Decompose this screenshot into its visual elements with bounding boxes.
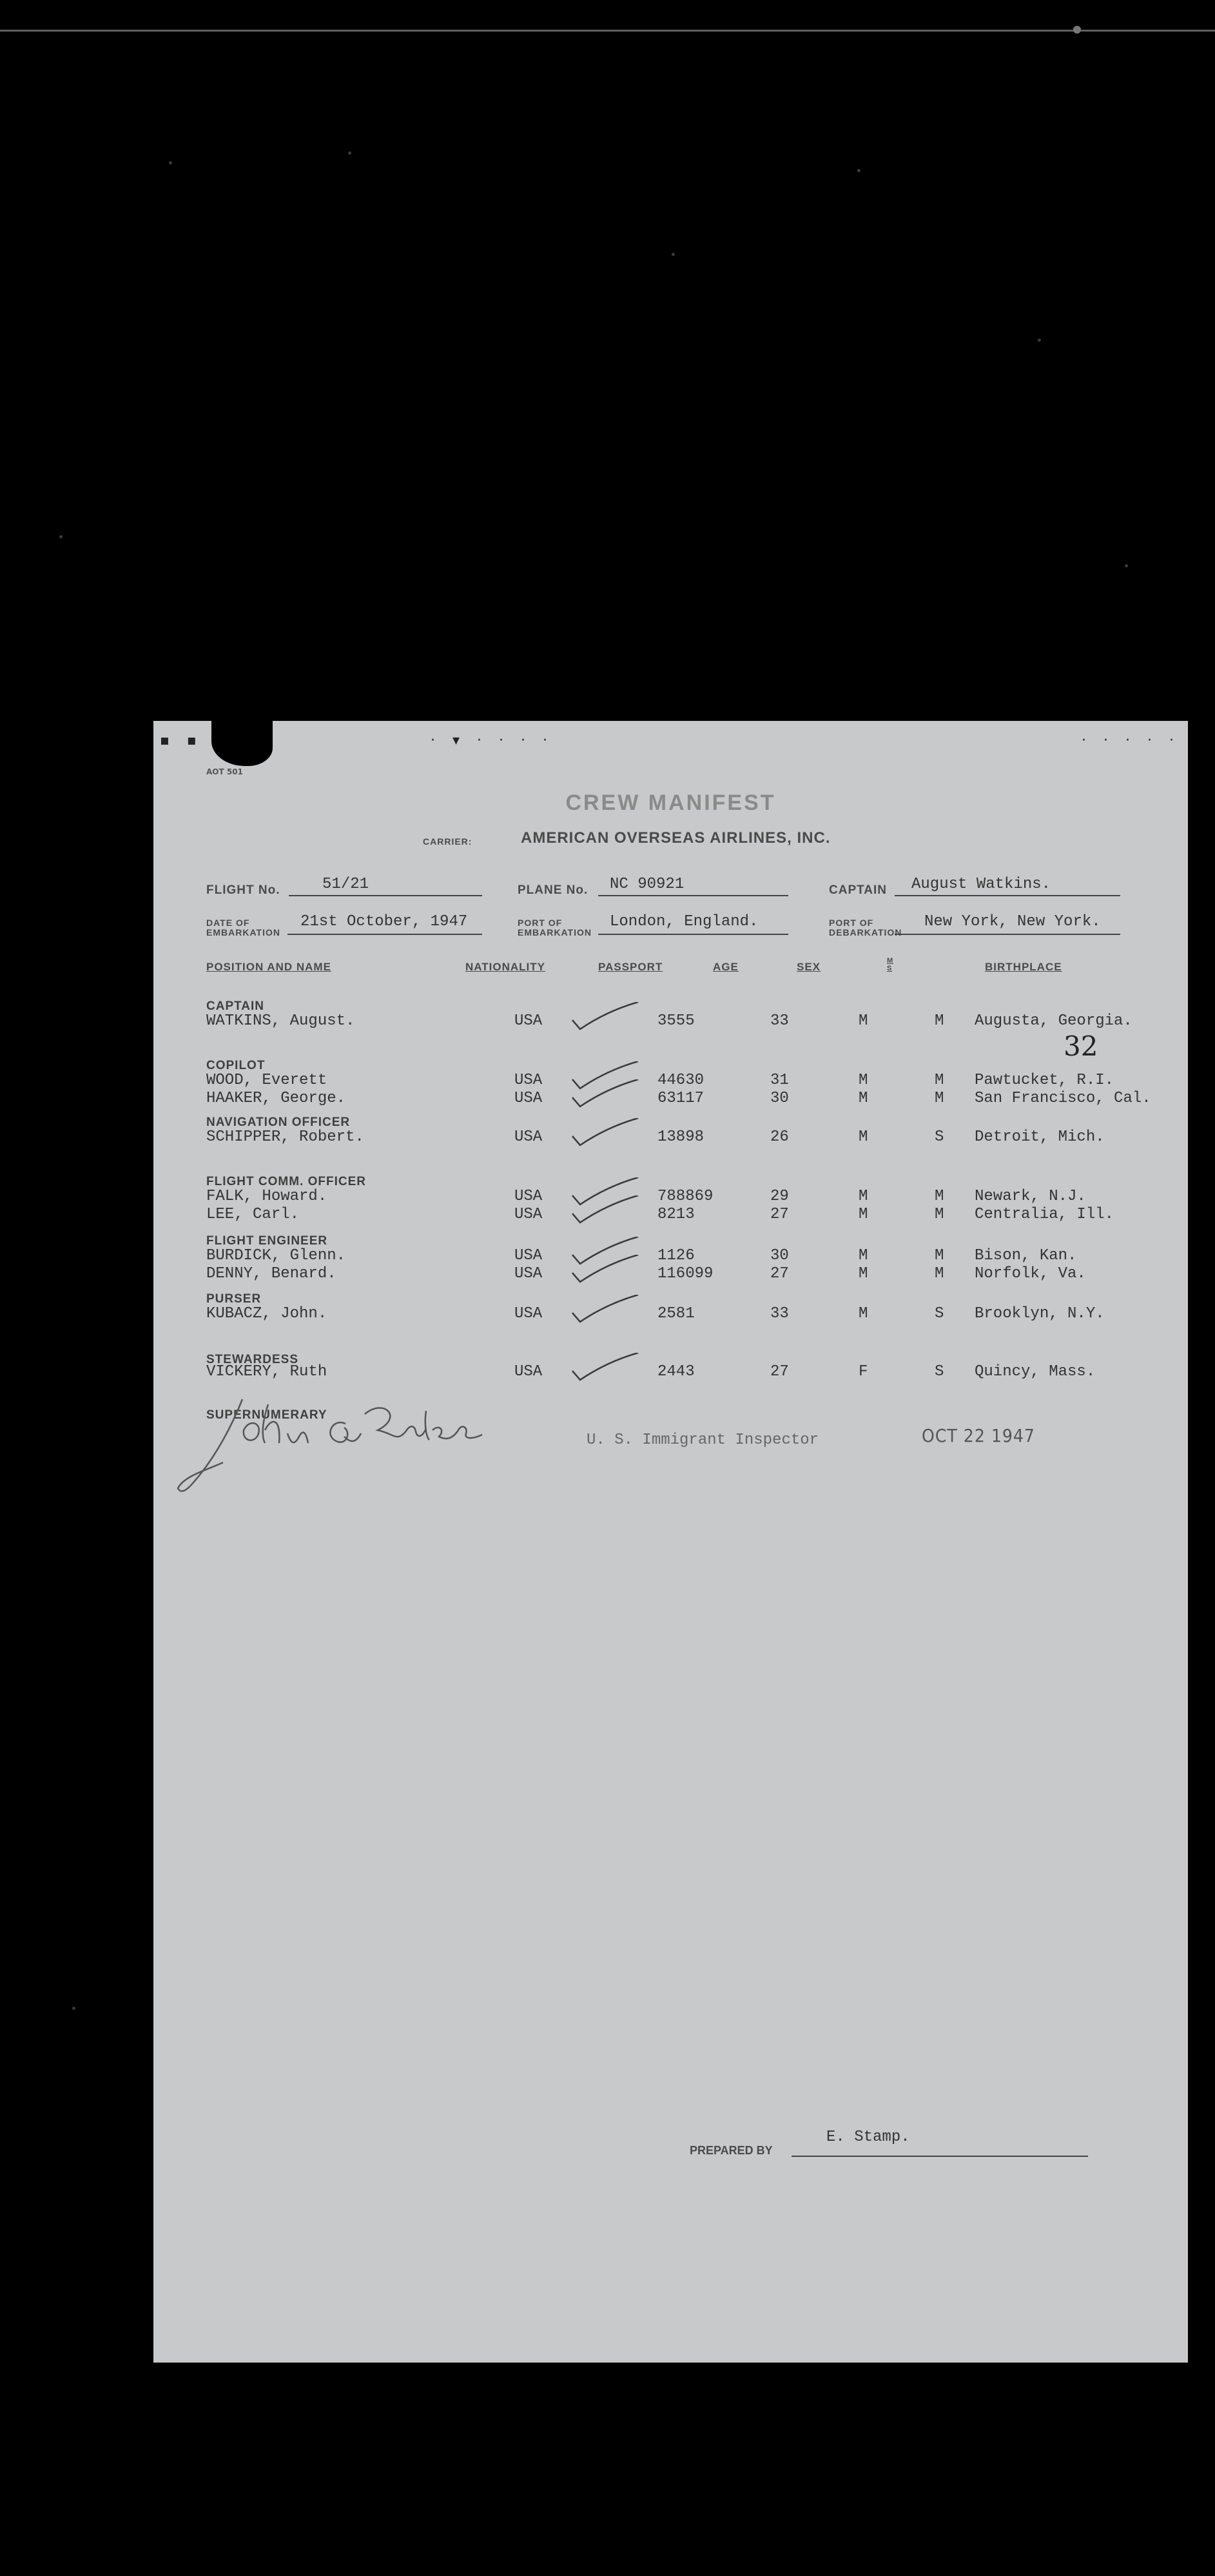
crew-sex: M	[859, 1265, 868, 1283]
crew-nationality: USA	[514, 1247, 543, 1264]
crew-passport: 788869	[657, 1188, 714, 1205]
port-of-embarkation: London, England.	[610, 913, 759, 930]
crew-name: KUBACZ, John.	[206, 1305, 327, 1322]
crew-age: 30	[770, 1090, 789, 1107]
crew-sex: M	[859, 1090, 868, 1107]
crew-name: FALK, Howard.	[206, 1188, 327, 1205]
checkmark-icon	[567, 1118, 645, 1150]
port-of-debarkation: New York, New York.	[924, 913, 1101, 930]
prepared-by-underline	[792, 2156, 1088, 2157]
checkmark-icon	[567, 1195, 645, 1228]
plane-underline	[598, 895, 788, 896]
col-nationality: NATIONALITY	[465, 961, 546, 973]
crew-marital-status: M	[935, 1072, 944, 1089]
crew-name: SCHIPPER, Robert.	[206, 1128, 364, 1146]
captain-name: August Watkins.	[911, 876, 1051, 893]
crew-row	[206, 1206, 1160, 1225]
crew-passport: 2443	[657, 1363, 695, 1381]
crew-birthplace: Brooklyn, N.Y.	[975, 1305, 1105, 1322]
carrier-name: AMERICAN OVERSEAS AIRLINES, INC.	[521, 829, 831, 847]
crew-marital-status: M	[935, 1012, 944, 1030]
crew-birthplace: Norfolk, Va.	[975, 1265, 1086, 1283]
crew-passport: 3555	[657, 1012, 695, 1030]
crew-birthplace: Pawtucket, R.I.	[975, 1072, 1114, 1089]
crew-age: 27	[770, 1265, 789, 1283]
plane-label: PLANE No.	[518, 883, 588, 897]
crew-name: LEE, Carl.	[206, 1206, 300, 1223]
col-birthplace: BIRTHPLACE	[985, 961, 1062, 973]
date-underline	[287, 934, 482, 935]
category-purser: PURSER	[206, 1292, 262, 1306]
crew-marital-status: S	[935, 1305, 944, 1322]
flight-number: 51/21	[322, 876, 369, 893]
category-comm: FLIGHT COMM. OFFICER	[206, 1175, 366, 1188]
port-embarkation-underline	[598, 934, 788, 935]
port-debarkation-label: PORT OF DEBARKATION	[829, 918, 902, 938]
prepared-by-name: E. Stamp.	[826, 2129, 910, 2146]
scan-top-border-line	[0, 30, 1215, 32]
crew-passport: 63117	[657, 1090, 705, 1107]
crew-name: VICKERY, Ruth	[206, 1363, 327, 1381]
inspector-title: U. S. Immigrant Inspector	[587, 1431, 819, 1449]
prepared-by-label: PREPARED BY	[690, 2144, 773, 2157]
crew-nationality: USA	[514, 1305, 543, 1322]
crew-birthplace: Quincy, Mass.	[975, 1363, 1096, 1381]
inspection-date-stamp: OCT 22 1947	[922, 1425, 1035, 1446]
crew-row	[206, 1012, 1160, 1032]
crew-nationality: USA	[514, 1265, 543, 1283]
manifest-title: CREW MANIFEST	[565, 791, 776, 815]
flight-underline	[289, 895, 482, 896]
paper-edge-dots: · ▾ · · · ·	[431, 732, 554, 749]
crew-sex: F	[859, 1363, 868, 1381]
page-number: 32	[1064, 1030, 1098, 1062]
scan-top-mark	[1073, 26, 1081, 34]
col-position-name: POSITION AND NAME	[206, 961, 331, 973]
checkmark-icon	[567, 1255, 645, 1287]
crew-name: DENNY, Benard.	[206, 1265, 336, 1283]
crew-age: 27	[770, 1363, 789, 1381]
crew-passport: 44630	[657, 1072, 705, 1089]
crew-row	[206, 1090, 1160, 1109]
crew-marital-status: M	[935, 1265, 944, 1283]
crew-name: WOOD, Everett	[206, 1072, 327, 1089]
crew-nationality: USA	[514, 1128, 543, 1146]
crew-row	[206, 1305, 1160, 1324]
crew-nationality: USA	[514, 1363, 543, 1381]
paper-edge-dots: · · · · ·	[1082, 732, 1180, 749]
crew-age: 31	[770, 1072, 789, 1089]
date-of-embarkation: 21st October, 1947	[300, 913, 468, 930]
date-embarkation-label: DATE OF EMBARKATION	[206, 918, 280, 938]
plane-number: NC 90921	[610, 876, 685, 893]
checkmark-icon	[567, 1295, 645, 1327]
crew-nationality: USA	[514, 1012, 543, 1030]
crew-marital-status: M	[935, 1090, 944, 1107]
crew-passport: 13898	[657, 1128, 705, 1146]
crew-marital-status: S	[935, 1363, 944, 1381]
port-embarkation-label: PORT OF EMBARKATION	[518, 918, 592, 938]
crew-age: 30	[770, 1247, 789, 1264]
category-copilot: COPILOT	[206, 1059, 266, 1072]
category-engineer: FLIGHT ENGINEER	[206, 1234, 328, 1248]
crew-age: 27	[770, 1206, 789, 1223]
crew-marital-status: M	[935, 1247, 944, 1264]
crew-nationality: USA	[514, 1090, 543, 1107]
crew-sex: M	[859, 1247, 868, 1264]
checkmark-icon	[567, 1002, 645, 1034]
crew-sex: M	[859, 1206, 868, 1223]
crew-age: 33	[770, 1012, 789, 1030]
crew-sex: M	[859, 1012, 868, 1030]
crew-birthplace: Newark, N.J.	[975, 1188, 1086, 1205]
crew-nationality: USA	[514, 1188, 543, 1205]
crew-name: HAAKER, George.	[206, 1090, 346, 1107]
torn-corner	[211, 721, 273, 766]
checkmark-icon	[567, 1353, 645, 1385]
manifest-paper	[153, 721, 1188, 2363]
flight-label: FLIGHT No.	[206, 883, 280, 897]
port-debarkation-underline	[895, 934, 1120, 935]
crew-name: BURDICK, Glenn.	[206, 1247, 346, 1264]
carrier-label: CARRIER:	[423, 836, 472, 847]
crew-row	[206, 1363, 1160, 1382]
crew-age: 29	[770, 1188, 789, 1205]
crew-marital-status: S	[935, 1128, 944, 1146]
category-captain: CAPTAIN	[206, 999, 265, 1013]
crew-birthplace: San Francisco, Cal.	[975, 1090, 1151, 1107]
crew-passport: 116099	[657, 1265, 714, 1283]
crew-birthplace: Centralia, Ill.	[975, 1206, 1114, 1223]
captain-label: CAPTAIN	[829, 883, 888, 897]
form-number: AOT 501	[206, 767, 243, 776]
crew-passport: 1126	[657, 1247, 695, 1264]
crew-marital-status: M	[935, 1188, 944, 1205]
crew-row	[206, 1188, 1160, 1207]
crew-marital-status: M	[935, 1206, 944, 1223]
crew-sex: M	[859, 1188, 868, 1205]
category-stewardess: STEWARDESS	[206, 1353, 299, 1366]
crew-passport: 2581	[657, 1305, 695, 1322]
crew-row	[206, 1265, 1160, 1284]
col-sex: SEX	[797, 961, 821, 973]
crew-name: WATKINS, August.	[206, 1012, 355, 1030]
col-passport: PASSPORT	[598, 961, 663, 973]
crew-birthplace: Detroit, Mich.	[975, 1128, 1105, 1146]
crew-birthplace: Bison, Kan.	[975, 1247, 1077, 1264]
crew-row	[206, 1247, 1160, 1266]
category-navigation: NAVIGATION OFFICER	[206, 1116, 351, 1129]
crew-passport: 8213	[657, 1206, 695, 1223]
col-age: AGE	[713, 961, 739, 973]
crew-sex: M	[859, 1072, 868, 1089]
crew-age: 26	[770, 1128, 789, 1146]
crew-birthplace: Augusta, Georgia.	[975, 1012, 1132, 1030]
col-marital: M S	[887, 957, 894, 972]
crew-nationality: USA	[514, 1206, 543, 1223]
crew-row	[206, 1128, 1160, 1148]
crew-sex: M	[859, 1128, 868, 1146]
inspector-signature	[171, 1385, 507, 1501]
crew-nationality: USA	[514, 1072, 543, 1089]
paper-edge-dots: ▪ ▪	[160, 732, 203, 749]
crew-sex: M	[859, 1305, 868, 1322]
captain-underline	[895, 895, 1120, 896]
crew-age: 33	[770, 1305, 789, 1322]
crew-row	[206, 1072, 1160, 1091]
category-supernumerary: SUPERNUMERARY	[206, 1408, 327, 1422]
checkmark-icon	[567, 1079, 645, 1112]
